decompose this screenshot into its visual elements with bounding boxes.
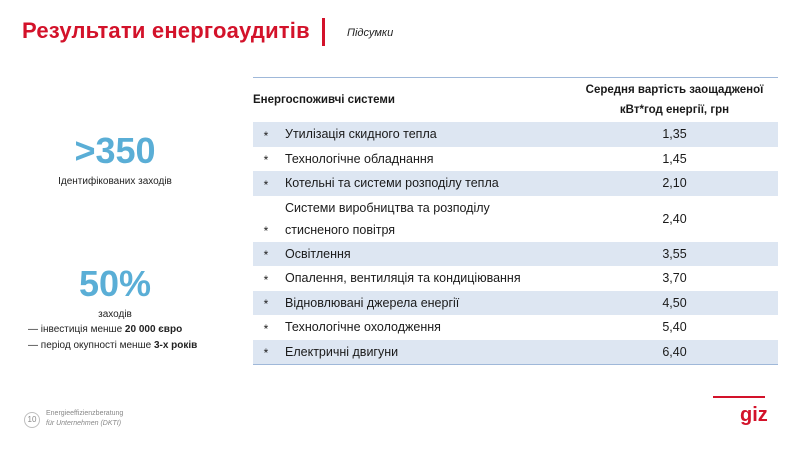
row-marker: * [263, 177, 269, 192]
logo-rule [713, 396, 765, 398]
giz-logo: giz [740, 404, 768, 426]
savings-table [253, 77, 778, 365]
criteria-payback-text: — період окупності менше [28, 340, 154, 351]
row-system-name [279, 196, 571, 242]
row-cost-value: 1,45 [662, 151, 687, 166]
column-header-cost-line1: Середня вартість заощадженої [585, 84, 764, 96]
table-row [253, 291, 778, 316]
page-title: Результати енергоаудитів [22, 18, 310, 43]
table-row [253, 242, 778, 267]
table-header-row [253, 78, 778, 123]
stat-measures-label: Ідентифікованих заходів [58, 176, 172, 187]
row-system-name: Утилізація скидного тепла [285, 127, 437, 142]
column-header-cost [571, 78, 778, 123]
row-system-name: Технологічне охолодження [285, 320, 441, 335]
column-header-systems: Енергоспоживчі системи [253, 94, 395, 106]
table-row [253, 340, 778, 365]
row-cost-value: 5,40 [662, 320, 687, 335]
row-system-name-line1: Системи виробництва та розподілу [285, 200, 490, 215]
criteria-payback [28, 338, 197, 354]
row-cost-value: 6,40 [662, 344, 687, 359]
criteria-investment-value: 20 000 євро [124, 324, 183, 335]
row-marker: * [263, 345, 269, 360]
table-row [253, 315, 778, 340]
stat-measures-count: >350 [74, 130, 156, 171]
table-row [253, 196, 778, 242]
column-header-cost-line2: кВт*год енергії, грн [619, 104, 730, 116]
table-row [253, 122, 778, 147]
row-system-name: Відновлювані джерела енергії [285, 295, 460, 310]
criteria-payback-value: 3-х років [153, 340, 198, 351]
row-cost-value: 3,70 [662, 271, 687, 286]
table-row [253, 266, 778, 291]
title-divider [322, 18, 325, 46]
row-marker: * [263, 321, 269, 336]
criteria-investment-text: — інвестиція менше [28, 324, 125, 335]
row-system-name: Освітлення [285, 246, 351, 261]
row-marker: * [263, 223, 269, 238]
row-marker: * [263, 248, 269, 262]
page-subtitle: Підсумки [347, 27, 394, 39]
row-cost-value: 2,40 [662, 211, 687, 226]
row-system-name: Опалення, вентиляція та кондиціювання [285, 271, 521, 286]
stat-percent-criteria [28, 322, 197, 354]
row-cost-value: 3,55 [662, 246, 687, 261]
row-cost-value: 4,50 [662, 295, 687, 310]
row-marker: * [263, 128, 269, 143]
criteria-investment [28, 322, 197, 338]
stat-measures-percent: 50% [78, 263, 152, 304]
row-system-name-line2: стисненого повітря [285, 222, 396, 237]
row-cost-value: 2,10 [662, 176, 687, 191]
row-cost-value: 1,35 [662, 127, 687, 142]
table-row [253, 171, 778, 196]
row-system-name: Електричні двигуни [285, 344, 399, 359]
page-number: 10 [24, 412, 40, 428]
row-system-name: Котельні та системи розподілу тепла [285, 176, 499, 191]
row-system-name: Технологічне обладнання [285, 151, 434, 166]
footer-program-name: Energieeffizienzberatung [46, 410, 124, 417]
footer-program-subtitle: für Unternehmen (DKTI) [46, 420, 122, 427]
row-marker: * [263, 297, 269, 311]
stat-percent-label: заходів [98, 309, 132, 320]
row-marker: * [263, 272, 269, 287]
table-row [253, 147, 778, 172]
row-marker: * [263, 153, 269, 167]
